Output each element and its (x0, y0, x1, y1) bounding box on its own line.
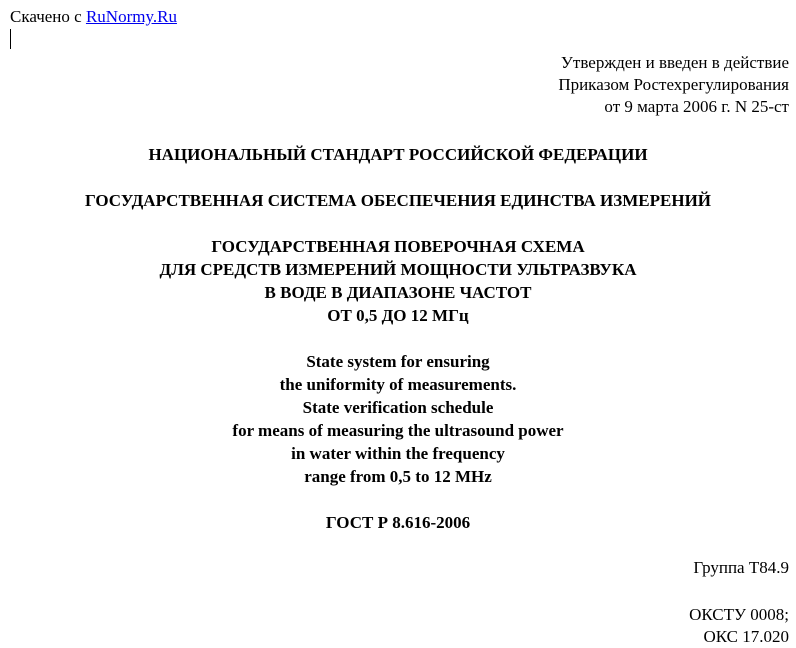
measurement-system-heading (0, 189, 796, 212)
group-code (693, 557, 789, 579)
title-line: State verification schedule (302, 398, 494, 417)
gost-number (0, 511, 796, 534)
title-line: for means of measuring the ultrasound power (232, 421, 564, 440)
title-line: range from 0,5 to 12 MHz (304, 467, 492, 486)
english-title (0, 350, 796, 488)
national-standard-heading (0, 143, 796, 166)
approval-block (558, 52, 789, 118)
title-line: ДЛЯ СРЕДСТВ ИЗМЕРЕНИЙ МОЩНОСТИ УЛЬТРАЗВУКА (159, 260, 637, 279)
verification-scheme-title (0, 235, 796, 327)
oks-code: ОКС 17.020 (703, 627, 789, 646)
title-line: В ВОДЕ В ДИАПАЗОНЕ ЧАСТОТ (264, 283, 532, 302)
approval-line: Утвержден и введен в действие (560, 53, 789, 72)
source-line (10, 7, 177, 27)
group-line: Группа Т84.9 (693, 558, 789, 577)
title-line: ГОСУДАРСТВЕННАЯ ПОВЕРОЧНАЯ СХЕМА (211, 237, 585, 256)
title-line: ОТ 0,5 ДО 12 МГц (327, 306, 469, 325)
gost-line: ГОСТ Р 8.616-2006 (325, 513, 471, 532)
approval-line: от 9 марта 2006 г. N 25-ст (604, 97, 789, 116)
text-cursor (10, 29, 11, 49)
heading-line: НАЦИОНАЛЬНЫЙ СТАНДАРТ РОССИЙСКОЙ ФЕДЕРАЦИИ (148, 145, 648, 164)
heading-line: ГОСУДАРСТВЕННАЯ СИСТЕМА ОБЕСПЕЧЕНИЯ ЕДИНСТВА ИЗМЕРЕНИЙ (84, 191, 712, 210)
title-line: State system for ensuring (306, 352, 490, 371)
title-line: in water within the frequency (291, 444, 505, 463)
approval-line: Приказом Ростехрегулирования (558, 75, 789, 94)
source-prefix: Скачено с (10, 7, 86, 26)
classification-codes (689, 604, 789, 648)
source-link[interactable]: RuNormy.Ru (85, 7, 177, 26)
title-line: the uniformity of measurements. (279, 375, 517, 394)
okstu-code: ОКСТУ 0008; (689, 605, 789, 624)
